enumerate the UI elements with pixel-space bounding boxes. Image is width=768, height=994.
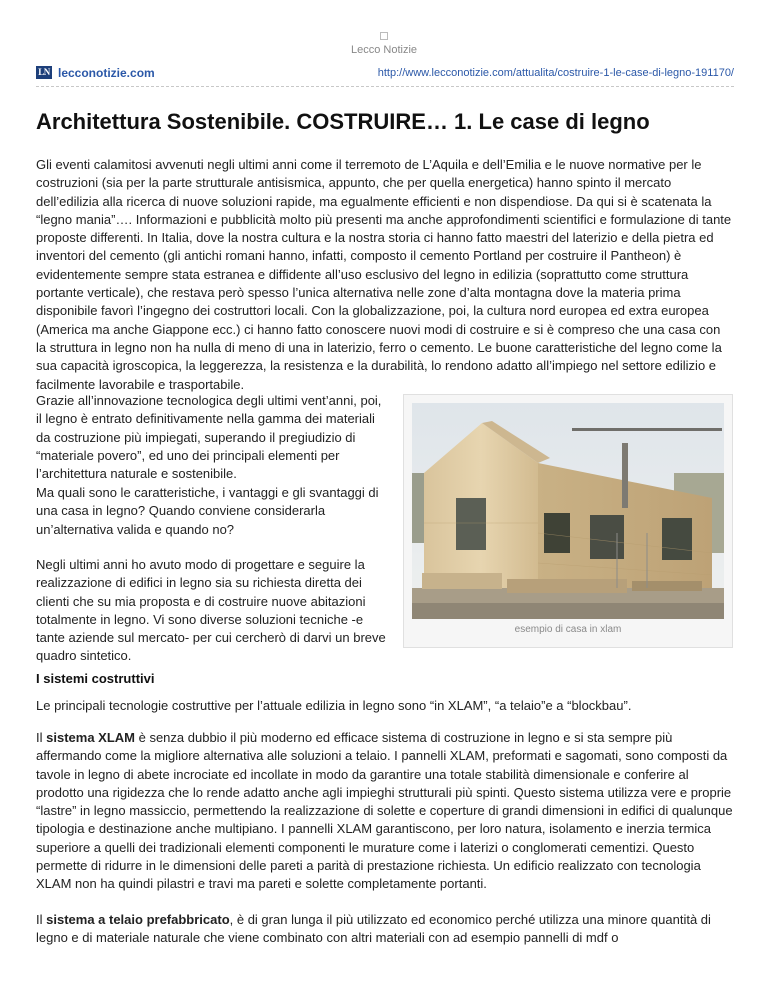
telaio-paragraph — [36, 911, 734, 948]
site-logo: LN — [36, 66, 52, 79]
xlam-text: è senza dubbio il più moderno ed efficace sistema di costruzione in legno e si sta sempre più affermando come la migliore alternativa alle soluzioni a telaio. I pannelli XLAM, preformati e sagomati, sono composti da tavole in legno di abete incrociate ed incollate in modo da garantire una totale stabilità dimensionale e conferire al prodotto una rigidezza che lo rende adatto anche agli impieghi strutturali più spinti. Questo sistema utilizza vere e proprie “lastre” in legno massiccio, permettendo la realizzazione di solette e coperture di grandi dimensioni in edifici di qualunque tipologia e destinazione anche multipiano. I pannelli XLAM garantiscono, per loro natura, isolamento e inerzia termica superiore a quelli dei tradizionali elementi componenti le murature come i laterizi o conglomerati cementizi. Questo permette di ridurre in le dimensioni delle pareti a parità di prestazione richiesta. Un edificio realizzato con tecnologia XLAM non ha quindi pilastri e travi ma pareti e solette completamente portanti. — [36, 730, 733, 892]
xlam-term: sistema XLAM — [46, 730, 135, 745]
page-marker-icon — [380, 32, 388, 40]
telaio-term: sistema a telaio prefabbricato — [46, 912, 230, 927]
article-figure — [403, 394, 733, 648]
header-divider — [36, 86, 734, 87]
questions-paragraph: Ma quali sono le caratteristiche, i vantaggi e gli svantaggi di una casa in legno? Quando conviene considerarla un’alternativa valida e quando no? — [36, 485, 379, 537]
source-url-link[interactable]: http://www.lecconotizie.com/attualita/costruire-1-le-case-di-legno-191170/ — [377, 67, 734, 79]
source-bar — [36, 66, 734, 80]
techniques-paragraph: Le principali tecnologie costruttive per l’attuale edilizia in legno sono “in XLAM”, “a telaio”e a “blockbau”. — [36, 698, 632, 713]
site-name: Lecco Notizie — [350, 44, 418, 56]
article-title: Architettura Sostenibile. COSTRUIRE… 1. Le case di legno — [36, 109, 650, 134]
telaio-text: , è di gran lunga il più utilizzato ed economico perché utilizza una minore quantità di legno e di materiale naturale che viene combinato con altri materiali con ad esempio pannelli di mdf o — [36, 912, 711, 946]
figure-caption: esempio di casa in xlam — [514, 624, 622, 635]
experience-paragraph: Negli ultimi anni ho avuto modo di progettare e seguire la realizzazione di edifici in legno sia su richiesta diretta dei clienti che su mia proposta e di costruire nuove abitazioni totalmente in legno. Vi sono diverse soluzioni tecniche -e tante aziende sul mercato- per cui cercherò di darvi un breve quadro sintetico. — [36, 557, 386, 664]
section-heading: I sistemi costruttivi — [36, 671, 155, 686]
innovation-paragraph: Grazie all’innovazione tecnologica degli ultimi vent’anni, poi, il legno è entrato definitivamente nella gamma dei materiali da costruzione più impiegati, superando il pregiudizio di “materiale povero”, ed uno dei principali elementi per l’architettura naturale e sostenibile. — [36, 393, 382, 482]
xlam-paragraph — [36, 729, 734, 894]
intro-paragraph: Gli eventi calamitosi avvenuti negli ultimi anni come il terremoto de L’Aquila e dell’Emilia e le nuove normative per le costruzioni (sia per la parte strutturale antisismica, appunto, che per quella energetica) hanno spinto il mercato dell’edilizia alla ricerca di nuove soluzioni rapide, ma egualmente efficienti e non dispendiose. Da qui si è scatenata la “legno mania”…. Informazioni e pubblicità molto più presenti ma anche approfondimenti scientifici e formulazione di tante proposte differenti. In Italia, dove la nostra cultura e la nostra storia ci hanno fatto maestri del laterizio e della pietra ed inventori del cemento (gli antichi romani hanno, infatti, composto il cemento Portland per costruire il Pantheon) è evidentemente sempre stata estranea e diffidente all’uso esclusivo del legno in edilizia (soprattutto come struttura portante verticale), che restava però spesso l’unica alternativa nelle zone d’alta montagna dove la materia prima disponibile favorì l’ingegno dei costruttori locali. Con la globalizzazione, poi, la cultura nord europea ed extra europea (America ma anche Giappone ecc.) ci hanno fatto conoscere nuovi modi di costruire e si è compreso che una casa con la struttura in legno non ha nulla di meno di una in laterizio, ferro o cemento. Le buone caratteristiche del legno come la sua capacità igroscopica, la leggerezza, la resistenza e la durabilità, lo rendono adatto all’impiego nel settore edilizio e facilmente lavorabile e trasportabile. — [36, 157, 732, 392]
xlam-house-photo — [412, 403, 724, 619]
xlam-prefix: Il — [36, 730, 47, 745]
telaio-prefix: Il — [36, 912, 47, 927]
domain-link[interactable]: lecconotizie.com — [58, 66, 155, 80]
